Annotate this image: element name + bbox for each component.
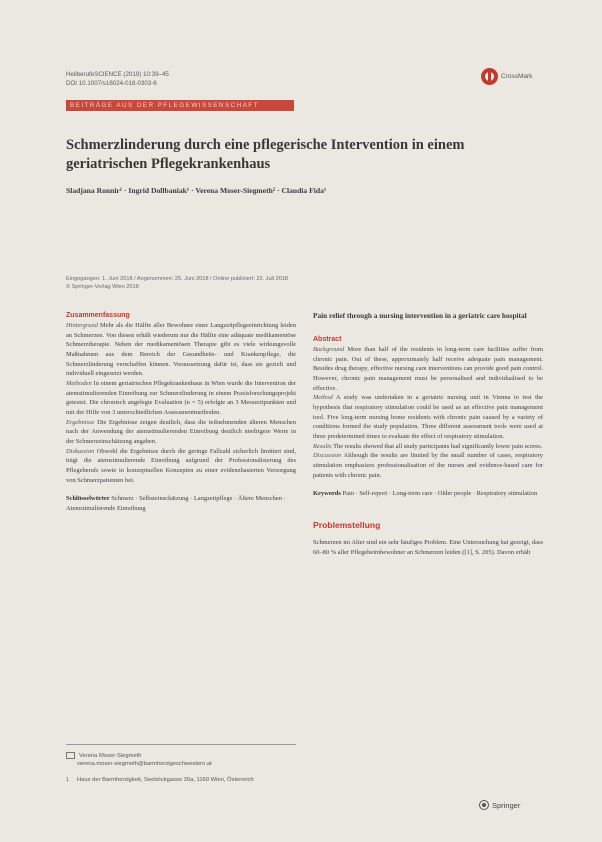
abstract-heading-de: Zusammenfassung	[66, 312, 130, 319]
abstract-text: More than half of the residents in long-term care facilities suffer from chronic pain. Out of these, approximately half receive adequate pain management. Besides drug therapy, effective nursing care interventions can provide good pain control. However, chronic pain management must be personalised and individualised to be effective.	[313, 346, 543, 392]
crossmark-icon	[481, 68, 498, 85]
abstract-label: Diskussion	[66, 447, 95, 455]
abstract-label: Methoden	[66, 379, 92, 387]
abstract-label: Background	[313, 346, 345, 353]
keywords-text: Schmerz · Selbsteinschätzung · Langzeitpflege · Ältere Menschen · Atemstimulierende Einreibung	[66, 495, 286, 512]
abstract-label: Results	[313, 442, 332, 450]
abstract-paragraph-en	[313, 451, 543, 480]
section-rubric: BEITRÄGE AUS DER PFLEGEWISSENSCHAFT	[66, 100, 294, 111]
abstract-text: Die Ergebnisse zeigen deutlich, dass die teilnehmenden älteren Menschen nach der Anwendung der atemstimulierenden Einreibung deutlich niedrigere Werte in der Schmerzeinschätzung angaben.	[66, 418, 296, 445]
abstract-label: Discussion	[313, 452, 342, 460]
article-title: Schmerzlinderung durch eine pflegerische Intervention in einem geriatrischen Pflegekrankenhaus	[66, 137, 465, 172]
correspondence-email[interactable]: verena.moser-siegmeth@barmherzigeschwestern.at	[77, 761, 212, 767]
abstract-paragraph-de	[66, 379, 296, 418]
abstract-heading-en: Abstract	[313, 336, 342, 343]
keywords-de	[66, 494, 296, 513]
abstract-paragraph-en	[313, 442, 543, 452]
affiliation-marker: 1	[66, 777, 69, 783]
author-list: Sladjana Ronnir¹ · Ingrid Dollbaniak¹ · Verena Moser-Siegmeth² · Claudia Fida¹	[66, 186, 327, 195]
abstract-text: In einem geriatrischen Pflegekrankenhaus in Wien wurde die Intervention der atemstimulierenden Einreibung zur Schmerzlinderung in einem Praxisforschungsprojekt getestet. Die chronisch angelegte Evaluation (n = 5) erfolgte an 3 Messzeitpunkten und mit der Hilfe von 3 unterschiedlichen Assessmentmethoden.	[66, 379, 296, 416]
publisher-logo	[479, 800, 520, 810]
abstract-paragraph-de	[66, 418, 296, 447]
abstract-paragraph-en	[313, 345, 543, 393]
keywords-text: Pain · Self-report · Long-term care · Older people · Respiratory stimulation	[340, 490, 538, 498]
abstract-text: Obwohl die Ergebnisse durch die geringe Fallzahl sicherlich limitiert sind, trägt die atemstimulierende Einreibung aufgrund der Professionalisierung des Pflegeberufs sowie in konzeptuellen Konzepten zu einer evidenzbasierten Versorgung von Schmerzpatienten bei.	[66, 447, 296, 484]
crossmark-badge[interactable]	[481, 66, 541, 86]
abstract-paragraph-de	[66, 447, 296, 486]
dates-received: Eingegangen: 1. Juni 2018 / Angenommen: 25. Juni 2018 / Online publiziert: 23. Juli 2018	[66, 276, 289, 282]
correspondence-name: Verena Moser-Siegmeth	[79, 753, 142, 759]
section-heading: Problemstellung	[313, 519, 381, 530]
keywords-label: Schlüsselwörter	[66, 495, 110, 503]
publication-dates	[66, 275, 288, 291]
journal-line: HeilberufeSCIENCE (2019) 10:39–45	[66, 71, 169, 78]
publisher-name: Springer	[492, 800, 521, 810]
english-title: Pain relief through a nursing intervention in a geriatric care hospital	[313, 311, 527, 320]
abstract-paragraph-de	[66, 321, 296, 379]
abstract-paragraph-en	[313, 393, 543, 441]
abstract-text: A study was undertaken in a geriatric nursing unit in Vienna to test the hypothesis that respiratory stimulation could be used as an effective pain management tool. Five long-term nursing home residents with chronic pain caused by a variety of conditions formed the study population. Three different assessment tools were used at three predetermined times to evaluate the effect of respiratory stimulation.	[313, 394, 543, 440]
english-abstract-column	[313, 311, 543, 557]
abstract-text: Mehr als die Hälfte aller Bewohner einer Langzeitpflegeeinrichtung leiden an Schmerzen. Von diesen erhält wiederum nur die Hälfte eine adäquate medikamentöse Schmerztherapie. Neben der medikamentösen Therapie gibt es viele wirkungsvolle Maßnahmen aus dem Bereich der Gesundheits- und Krankenpflege, die Schmerzlinderung verschaffen können. Voraussetzung dafür ist, dass sie gezielt und individuell eingesetzt werden.	[66, 322, 296, 378]
copyright-line: © Springer-Verlag Wien 2018	[66, 284, 139, 290]
abstract-text: Although the results are limited by the small number of cases, respiratory stimulation emphasizes professionalisation of the nurses and evidence-based care for patients with chronic pain.	[313, 452, 543, 479]
doi[interactable]: DOI 10.1007/s16024-018-0303-6	[66, 80, 157, 87]
envelope-icon	[66, 752, 75, 759]
abstract-label: Hintergrund	[66, 322, 98, 329]
abstract-label: Ergebnisse	[66, 418, 95, 426]
body-paragraph: Schmerzen im Alter sind ein sehr häufiges Problem. Eine Untersuchung hat gezeigt, dass 60–80 % aller Pflegeheimbewohner an Schmerzen leiden ([1], S. 205). Davon erhält	[313, 538, 543, 556]
keywords-en	[313, 489, 543, 499]
affiliation-text: Haus der Barmherzigkeit, Seeböckgasse 30a, 1160 Wien, Österreich	[77, 777, 254, 783]
springer-horse-icon	[479, 800, 489, 810]
footnote-divider	[66, 744, 296, 745]
abstract-label: Method	[313, 394, 333, 402]
abstract-text: The results showed that all study participants had significantly lower pain scores.	[331, 442, 543, 450]
journal-meta	[66, 70, 169, 88]
crossmark-label: CrossMark	[501, 72, 533, 80]
correspondence-block	[66, 752, 296, 784]
german-abstract-column	[66, 311, 296, 513]
keywords-label: Keywords	[313, 490, 341, 498]
